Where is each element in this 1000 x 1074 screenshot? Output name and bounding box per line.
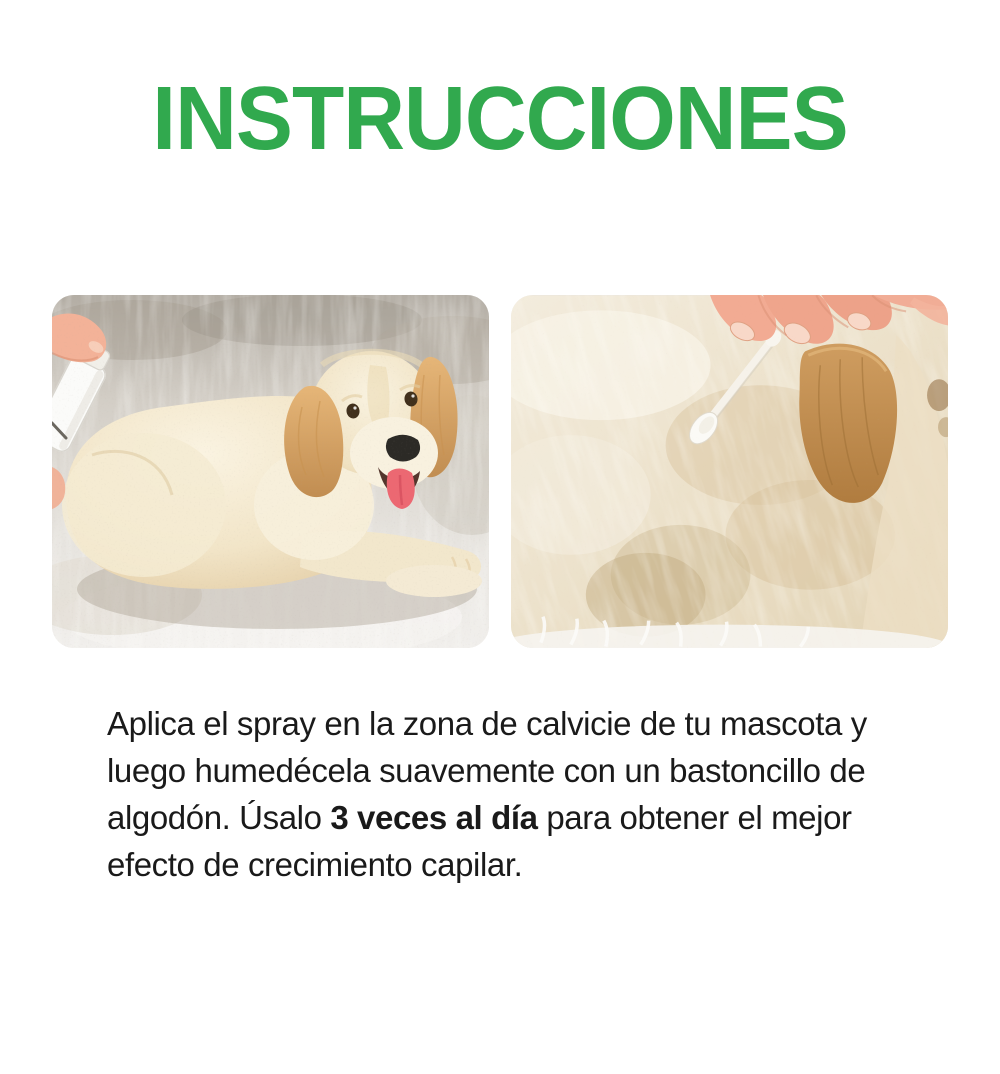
cotton-swab-illustration [511,295,948,648]
instruction-card [0,69,1000,1074]
photo-puppy-spray [52,295,489,648]
instruction-line-3-pre: algodón. Úsalo [107,799,331,836]
instruction-line-2: luego humedécela suavemente con un bastoncillo de [107,752,866,789]
instruction-line-3 [107,794,1000,841]
photo-cotton-swab [511,295,948,648]
instruction-line-1: Aplica el spray en la zona de calvicie de tu mascota y [107,705,867,742]
instruction-line-3-post: para obtener el mejor [537,799,852,836]
page-title: INSTRUCCIONES [152,69,848,169]
puppy-spray-illustration [52,295,489,648]
instruction-text [107,700,1000,888]
photo-row [0,295,1000,648]
instruction-line-4: efecto de crecimiento capilar. [107,846,523,883]
frequency-highlight: 3 veces al día [330,799,538,836]
